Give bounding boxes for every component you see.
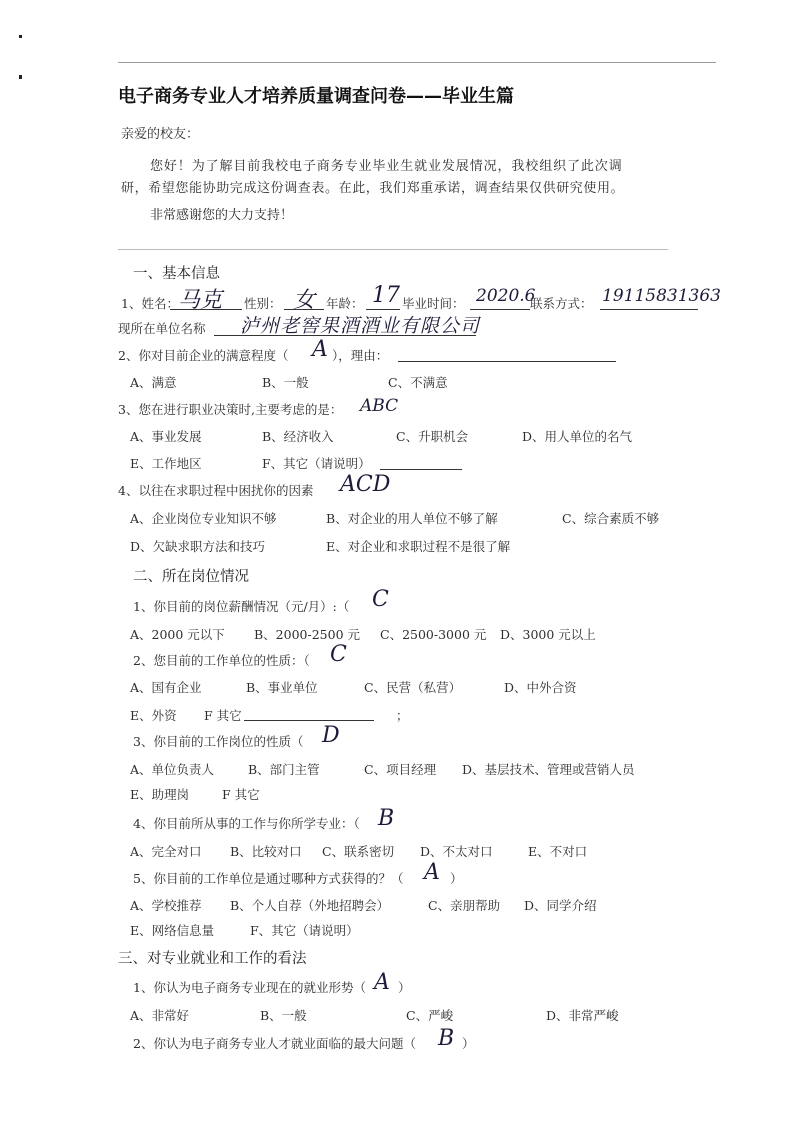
employer-handwritten: 泸州老窖果酒酒业有限公司 — [240, 315, 481, 337]
q2-option-a: A、满意 — [130, 375, 177, 390]
v2-close-paren: ） — [462, 1036, 475, 1051]
contact-blank — [600, 309, 698, 310]
p1-answer-handwritten: C — [372, 587, 389, 612]
p2-option-e: E、外资 — [130, 708, 177, 723]
p2-other-blank — [244, 720, 374, 721]
top-divider — [118, 62, 716, 63]
scan-speck — [19, 35, 22, 38]
q3-text: 3、您在进行职业决策时,主要考虑的是： — [118, 402, 343, 417]
q2-option-b: B、一般 — [262, 375, 309, 390]
q3-other-blank — [380, 469, 462, 470]
section-position: 二、所在岗位情况 — [133, 569, 249, 585]
intro-line-2: 研，希望您能协助完成这份调查表。在此，我们郑重承诺，调查结果仅供研究使用。 — [121, 181, 625, 196]
v2-answer-handwritten: B — [438, 1026, 455, 1051]
p2-option-a: A、国有企业 — [130, 680, 202, 695]
p4-option-a: A、完全对口 — [130, 844, 202, 859]
p1-option-d: D、3000 元以上 — [500, 627, 596, 642]
section-basic-info: 一、基本信息 — [133, 266, 220, 282]
q2-reason-label: ），理由： — [332, 348, 389, 363]
q3-option-f: F、其它（请说明） — [262, 456, 371, 471]
q3-option-b: B、经济收入 — [262, 429, 334, 444]
thanks-line: 非常感谢您的大力支持！ — [150, 208, 294, 223]
q4-option-c: C、综合素质不够 — [562, 511, 660, 526]
q3-option-d: D、用人单位的名气 — [522, 429, 633, 444]
p4-answer-handwritten: B — [378, 806, 395, 831]
q4-option-e: E、对企业和求职过程不是很了解 — [326, 539, 511, 554]
p3-option-e: E、助理岗 — [130, 787, 190, 802]
q4-text: 4、以往在求职过程中困扰你的因素 — [118, 483, 314, 498]
p1-text: 1、你目前的岗位薪酬情况（元/月）:（ — [133, 599, 350, 614]
p3-option-c: C、项目经理 — [364, 762, 437, 777]
p2-option-f: F 其它 — [204, 708, 242, 723]
q3-option-e: E、工作地区 — [130, 456, 202, 471]
p1-option-b: B、2000-2500 元 — [254, 627, 361, 642]
p3-option-f: F 其它 — [222, 787, 260, 802]
age-blank — [366, 309, 400, 310]
page-title: 电子商务专业人才培养质量调查问卷——毕业生篇 — [118, 86, 514, 107]
section-divider — [118, 249, 668, 250]
q2-text: 2、你对目前企业的满意程度（ — [118, 348, 289, 363]
p1-option-a: A、2000 元以下 — [130, 627, 225, 642]
p4-option-c: C、联系密切 — [322, 844, 395, 859]
contact-handwritten: 19115831363 — [602, 286, 721, 306]
v1-text: 1、你认为电子商务专业现在的就业形势（ — [133, 980, 366, 995]
scan-speck — [19, 75, 22, 79]
q4-option-d: D、欠缺求职方法和技巧 — [130, 539, 266, 554]
v1-option-a: A、非常好 — [130, 1008, 190, 1023]
section-views: 三、对专业就业和工作的看法 — [118, 951, 307, 967]
q4-option-b: B、对企业的用人单位不够了解 — [326, 511, 498, 526]
gender-label: 性别： — [244, 296, 282, 311]
q4-option-a: A、企业岗位专业知识不够 — [130, 511, 277, 526]
p2-option-c: C、民营（私营） — [364, 680, 462, 695]
v2-text: 2、你认为电子商务专业人才就业面临的最大问题（ — [133, 1036, 416, 1051]
q3-option-c: C、升职机会 — [396, 429, 469, 444]
p5-answer-handwritten: A — [424, 860, 440, 885]
p4-text: 4、你目前所从事的工作与你所学专业：（ — [133, 816, 360, 831]
name-handwritten: 马克 — [178, 288, 223, 313]
v1-option-d: D、非常严峻 — [546, 1008, 619, 1023]
q4-answer-handwritten: ACD — [340, 472, 391, 497]
p2-option-b: B、事业单位 — [246, 680, 318, 695]
p3-text: 3、你目前的工作岗位的性质（ — [133, 734, 304, 749]
p2-option-d: D、中外合资 — [504, 680, 577, 695]
p3-answer-handwritten: D — [322, 723, 340, 748]
v1-option-c: C、严峻 — [406, 1008, 454, 1023]
intro-line-1: 您好！为了解目前我校电子商务专业毕业生就业发展情况，我校组织了此次调 — [150, 159, 623, 174]
p5-option-d: D、同学介绍 — [524, 898, 597, 913]
p2-trailing-mark: ； — [396, 708, 409, 723]
contact-label: 联系方式： — [530, 296, 593, 311]
name-label: 1、姓名： — [121, 296, 179, 311]
q2-reason-blank — [398, 361, 616, 362]
q3-option-a: A、事业发展 — [130, 429, 202, 444]
greeting: 亲爱的校友： — [121, 127, 200, 142]
p5-text: 5、你目前的工作单位是通过哪种方式获得的？（ — [133, 871, 404, 886]
p3-option-a: A、单位负责人 — [130, 762, 215, 777]
employer-label: 现所在单位名称 — [118, 321, 206, 336]
v1-close-paren: ） — [398, 980, 411, 995]
p5-option-f: F、其它（请说明） — [250, 923, 359, 938]
grad-time-handwritten: 2020.6 — [476, 286, 536, 306]
grad-time-blank — [470, 309, 530, 310]
p3-option-d: D、基层技术、管理或营销人员 — [462, 762, 635, 777]
grad-time-label: 毕业时间： — [402, 296, 465, 311]
p1-option-c: C、2500-3000 元 — [380, 627, 487, 642]
p5-option-b: B、个人自荐（外地招聘会） — [230, 898, 390, 913]
p5-close-paren: ） — [450, 871, 463, 886]
p4-option-e: E、不对口 — [528, 844, 588, 859]
v1-option-b: B、一般 — [260, 1008, 307, 1023]
p2-text: 2、您目前的工作单位的性质：（ — [133, 653, 310, 668]
gender-handwritten: 女 — [293, 288, 316, 313]
p4-option-b: B、比较对口 — [230, 844, 302, 859]
q3-answer-handwritten: ABC — [360, 396, 399, 416]
p5-option-a: A、学校推荐 — [130, 898, 202, 913]
q2-answer-handwritten: A — [312, 337, 328, 362]
p4-option-d: D、不太对口 — [420, 844, 493, 859]
p5-option-e: E、网络信息量 — [130, 923, 215, 938]
p5-option-c: C、亲朋帮助 — [428, 898, 501, 913]
p3-option-b: B、部门主管 — [248, 762, 320, 777]
age-label: 年龄： — [326, 296, 364, 311]
q2-option-c: C、不满意 — [388, 375, 448, 390]
v1-answer-handwritten: A — [374, 970, 390, 995]
p2-answer-handwritten: C — [330, 642, 347, 667]
age-handwritten: 17 — [372, 283, 400, 308]
